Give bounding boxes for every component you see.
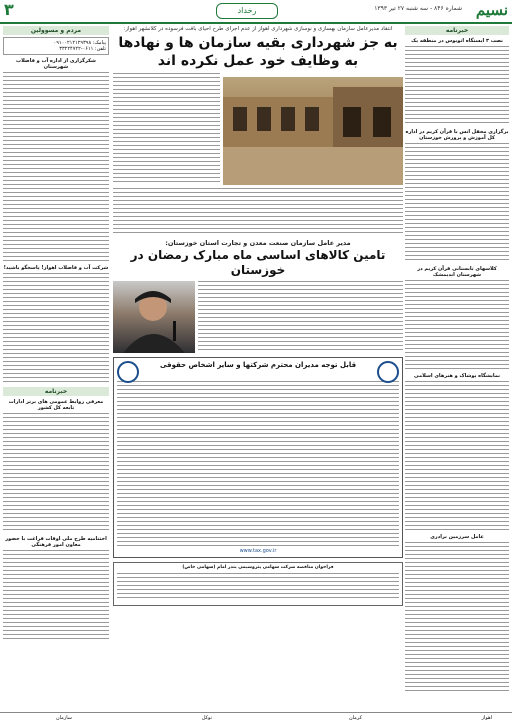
brief-title-4: نمایشگاه پوشاک و هنرهای اسلامی xyxy=(414,373,500,379)
news-brief-left-header: خبرنامه xyxy=(3,387,109,396)
footer-cell-1: اهواز xyxy=(481,715,492,721)
left-brief-title-1: معرفی روابط عمومی های برتر ادارات تابعه کل کشور xyxy=(8,399,104,411)
letter-body-1 xyxy=(3,72,109,262)
brief-title-5: عامل سرزمین برادری xyxy=(430,534,484,540)
tender-rows xyxy=(117,573,399,601)
brief-body-2 xyxy=(405,143,509,263)
main-column xyxy=(113,26,403,716)
building-illustration xyxy=(223,77,403,185)
contact-box: پیامک: ۰۹۱۰۰۲۱۲۱۲۹۳۹۸ تلفن: ۰۶۱۱-۳۳۲۲۴۷۲۲ xyxy=(3,37,109,55)
phone-label: تلفن xyxy=(96,46,106,52)
notice-title: قابل توجه مدیران محترم شرکتها و سایر اشخاص حقوقی xyxy=(159,361,357,369)
footer-cell-3: توکل xyxy=(201,715,212,721)
sms-label: پیامک xyxy=(94,40,106,46)
news-brief-header: خبرنامه xyxy=(405,26,509,35)
sms-number: ۰۹۱۰۰۲۱۲۱۲۹۳۹۸ xyxy=(53,40,92,46)
headline-kicker: انتقاد مدیرعامل سازمان بهسازی و نوسازی شهرداری اهواز از عدم اجرای طرح احیای بافت فرسوده در کلانشهر اهواز: xyxy=(123,26,393,32)
official-portrait-photo xyxy=(113,281,195,353)
story-block xyxy=(113,73,403,185)
brief-body-1 xyxy=(405,46,509,126)
page-footer xyxy=(0,712,512,723)
brief-body-5 xyxy=(405,542,509,692)
tax-website-link[interactable]: www.tax.gov.ir xyxy=(239,548,277,554)
story-text xyxy=(113,188,403,236)
brief-title-1: نصب ۳ ایستگاه اتوبوس در منطقه یک xyxy=(411,38,503,44)
tax-org-emblem-icon xyxy=(377,361,399,383)
letter-body-2 xyxy=(3,273,109,383)
main-headline: به جز شهرداری بقیه سازمان ها و نهادها به وظایف خود عمل نکرده اند xyxy=(118,35,398,69)
story-photo-old-building xyxy=(223,77,403,185)
page-number: ۳ xyxy=(4,0,14,19)
brief-title-3: کلاسهای تابستانی قرآن کریم در شهرستان اندیمشک xyxy=(417,266,497,278)
issue-line: شماره ۸۴۶ - سه شنبه ۲۷ تیر ۱۳۹۳ xyxy=(374,5,462,12)
page-header xyxy=(0,0,512,24)
tax-notice-box xyxy=(113,357,403,558)
left-brief-body-2 xyxy=(3,550,109,640)
phone-number: ۰۶۱۱-۳۳۲۲۴۷۲۲ xyxy=(59,46,94,52)
notice-body xyxy=(117,381,399,546)
letter-title-1: شکرگزاری از اداره آب و فاضلاب شهرستان xyxy=(16,58,96,70)
tender-notice-table xyxy=(113,562,403,606)
second-story-block xyxy=(113,281,403,353)
tender-title: فراخوان مناقصه شرکت سهامی پتروشیمی بندر امام (سهامی خاص) xyxy=(182,565,334,570)
second-story-headline: تامین کالاهای اساسی ماه مبارک رمضان در خوزستان xyxy=(130,248,386,277)
left-column xyxy=(3,26,109,716)
brief-title-2: برگزاری محفل انس با قرآن کریم در اداره کل آموزش و پرورش خوزستان xyxy=(405,129,509,141)
newspaper-logo: نسیم xyxy=(475,1,508,19)
story-text-top xyxy=(113,73,220,185)
brief-body-4 xyxy=(405,381,509,531)
portrait-illustration xyxy=(113,281,195,353)
second-story-lead: مدیر عامل سازمان صنعت معدن و تجارت استان خوزستان: xyxy=(165,239,351,247)
footer-cell-2: کرمان xyxy=(348,715,362,721)
second-story-text xyxy=(198,281,403,353)
left-brief-body-1 xyxy=(3,413,109,533)
right-column xyxy=(405,26,509,716)
left-brief-title-2: اختتامیه طرح ملی اوقات فراغت با حضور معاون امور فرهنگی xyxy=(5,536,107,548)
brief-body-3 xyxy=(405,280,509,370)
tax-org-emblem-icon-left xyxy=(117,361,139,383)
letter-title-2: شرکت آب و فاضلاب اهواز! پاسخگو باشید! xyxy=(3,265,109,271)
section-label: رخداد xyxy=(216,3,278,19)
footer-cell-4: سازمان xyxy=(55,715,72,721)
people-officials-header: مردم و مسوولین xyxy=(3,26,109,35)
